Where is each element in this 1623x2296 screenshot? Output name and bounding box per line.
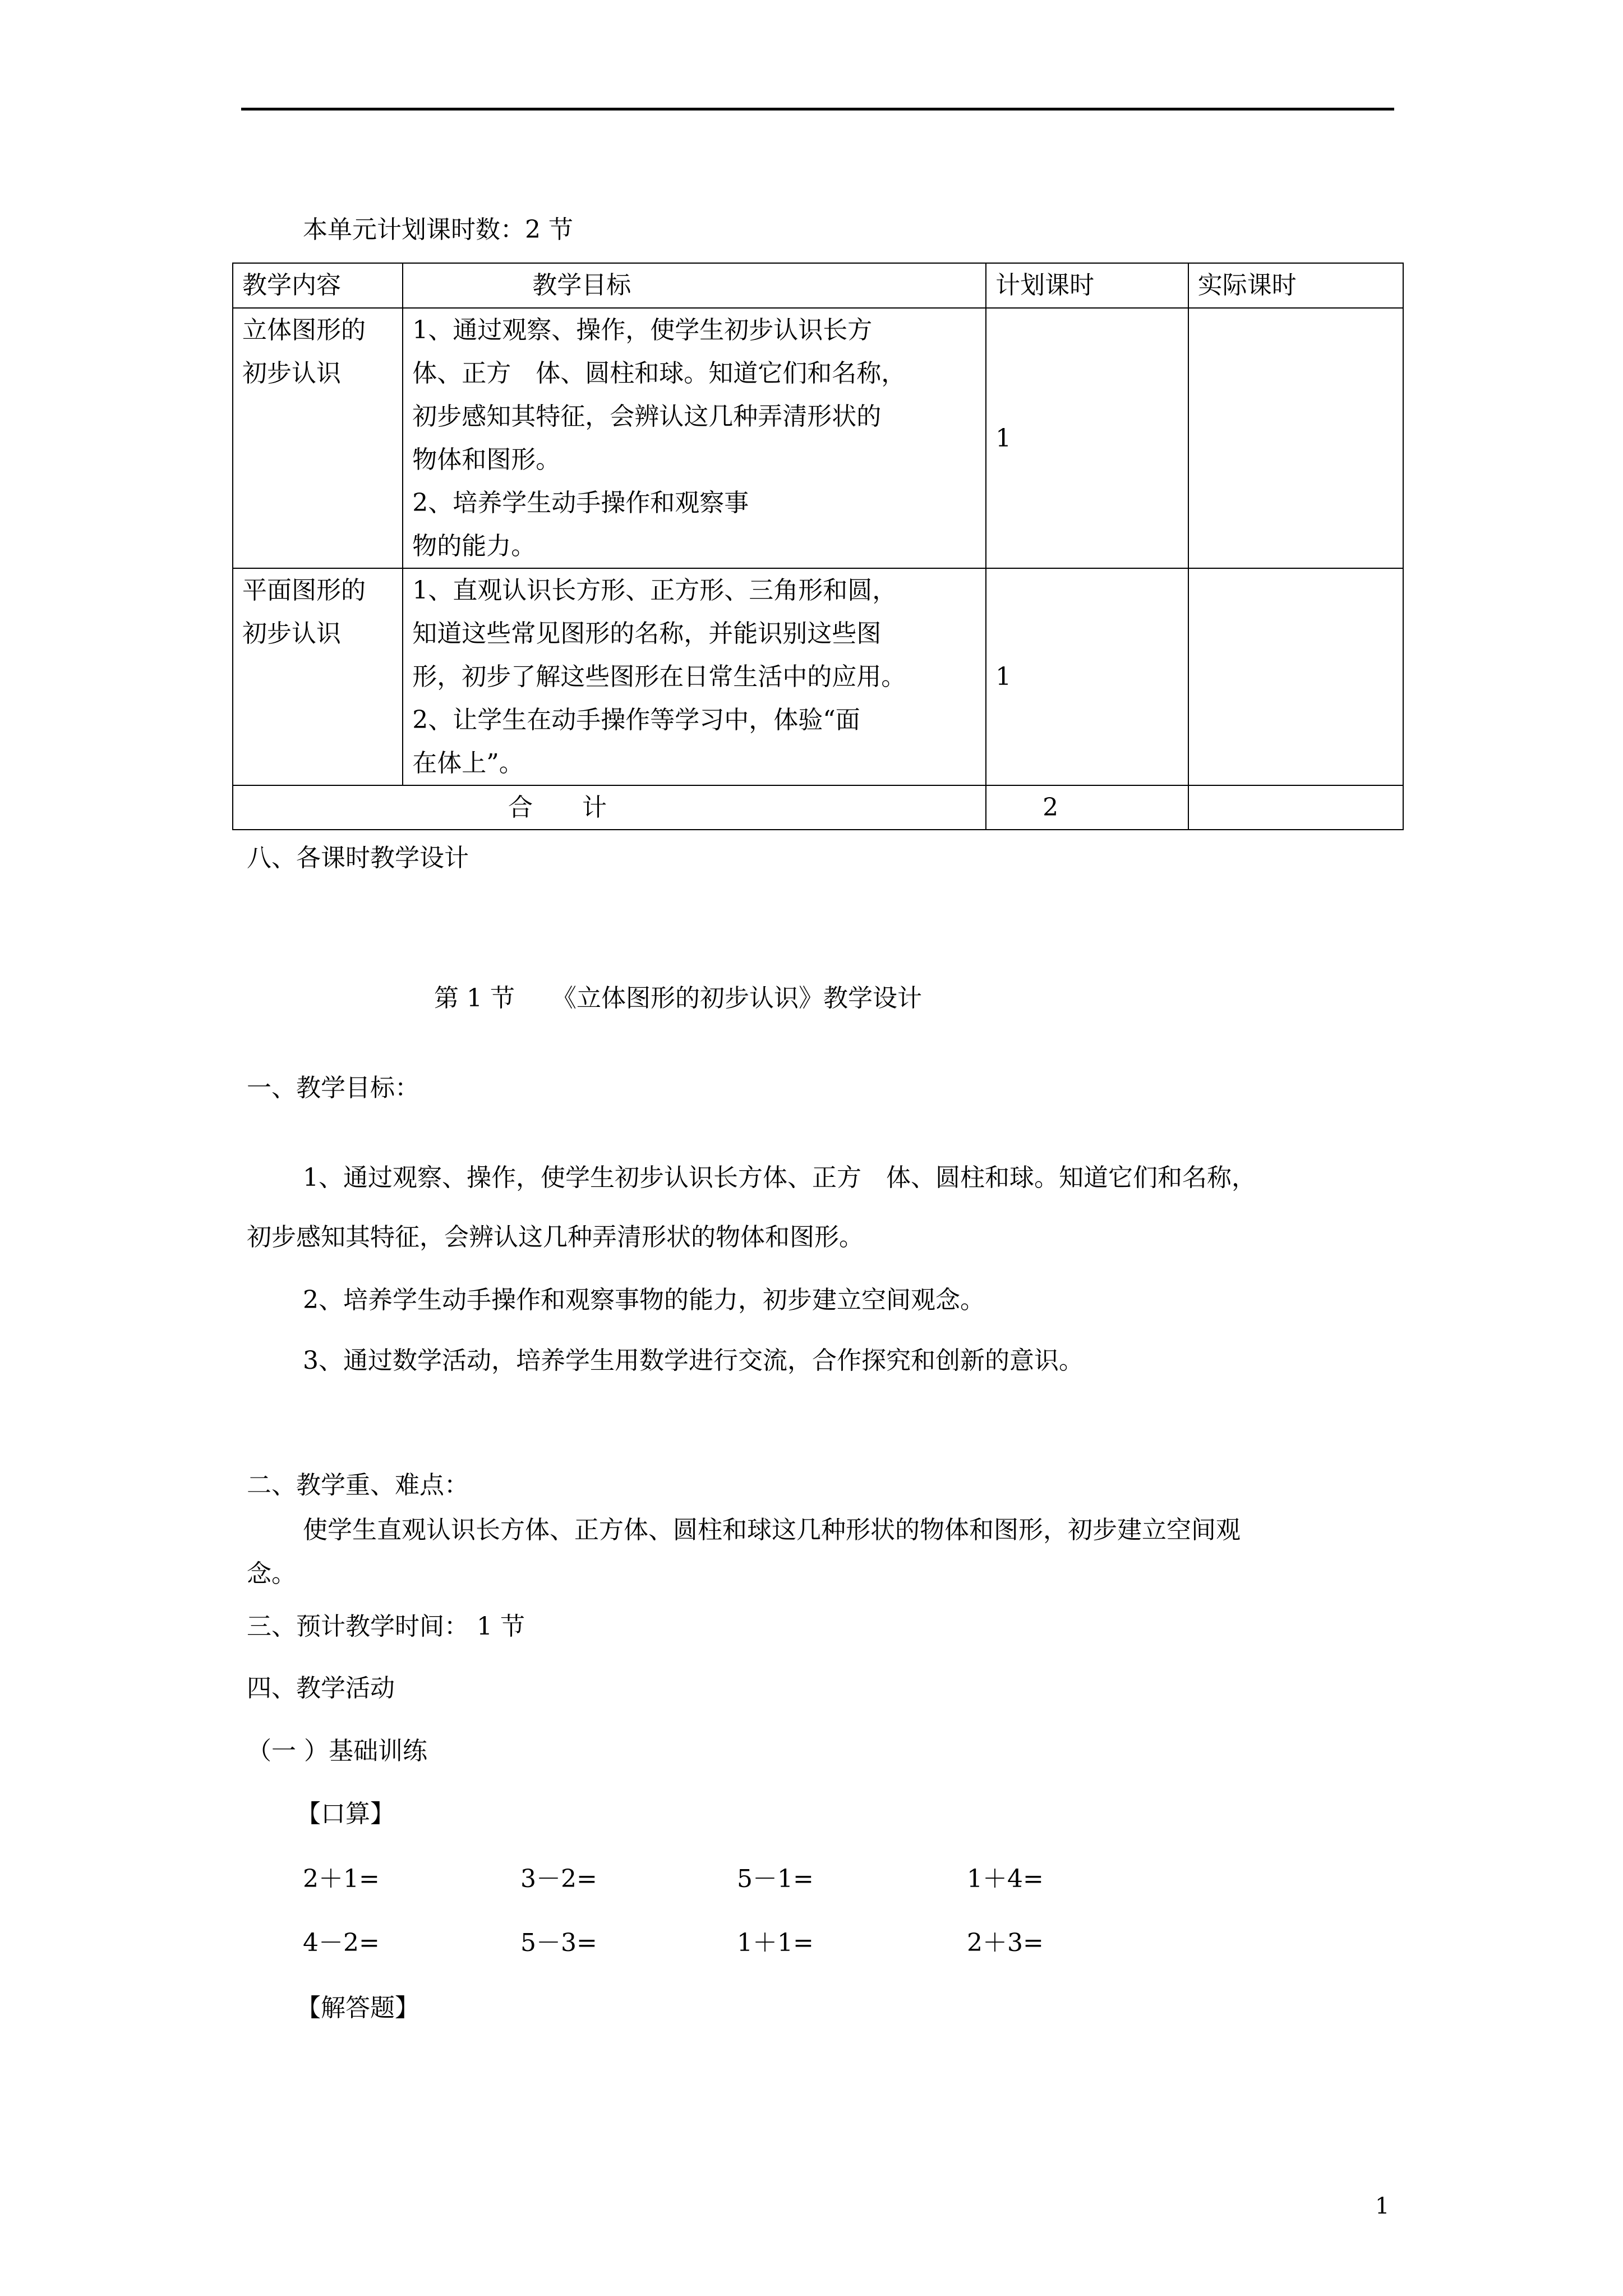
goal-cell: 1、通过观察、操作，使学生初步认识长方 体、正方 体、圆柱和球。知道它们和名称， 初步感知其特征，会辨认这几种弄清形状的 物体和图形。 2、培养学生动手操作和观察事 物的能力。 bbox=[403, 308, 986, 568]
oral-item: 5－3= bbox=[520, 1929, 597, 1957]
table-row bbox=[233, 308, 1403, 568]
goal-cell: 1、直观认识长方形、正方形、三角形和圆， 知道这些常见图形的名称，并能识别这些图 形，初步了解这些图形在日常生活中的应用。 2、让学生在动手操作等学习中，体验“面 在体上”。 bbox=[403, 568, 986, 785]
basic-training-heading: （一 ）基础训练 bbox=[247, 1737, 427, 1765]
table-row bbox=[233, 568, 1403, 785]
lesson-plan-table bbox=[232, 263, 1404, 830]
table-total-row bbox=[233, 785, 1403, 830]
oral-calc-label: 【口算】 bbox=[296, 1800, 395, 1828]
time-line: 三、预计教学时间： 1 节 bbox=[247, 1612, 525, 1641]
header-content: 教学内容 bbox=[233, 263, 403, 308]
key-line-2: 念。 bbox=[247, 1559, 296, 1588]
activity-heading: 四、教学活动 bbox=[247, 1674, 395, 1703]
planned-cell: 1 bbox=[986, 308, 1188, 568]
actual-cell bbox=[1188, 568, 1403, 785]
answer-label: 【解答题】 bbox=[296, 1994, 419, 2022]
total-actual-cell bbox=[1188, 785, 1403, 830]
header-actual: 实际课时 bbox=[1188, 263, 1403, 308]
total-value: 2 bbox=[986, 785, 1188, 830]
total-label: 合 计 bbox=[233, 785, 986, 830]
key-line-1: 使学生直观认识长方体、正方体、圆柱和球这几种形状的物体和图形，初步建立空间观 bbox=[303, 1516, 1241, 1544]
header-goal: 教学目标 bbox=[403, 263, 986, 308]
oral-item: 4－2= bbox=[303, 1929, 380, 1957]
header-planned: 计划课时 bbox=[986, 263, 1188, 308]
unit-hours-line: 本单元计划课时数：2 节 bbox=[303, 215, 573, 244]
section-heading: 八、各课时教学设计 bbox=[247, 844, 469, 872]
oral-item: 2＋3= bbox=[967, 1929, 1044, 1957]
key-heading: 二、教学重、难点： bbox=[247, 1471, 469, 1499]
header-rule bbox=[241, 108, 1394, 111]
content-cell: 立体图形的 初步认识 bbox=[233, 308, 403, 568]
oral-item: 1＋4= bbox=[967, 1865, 1044, 1893]
goal-1-line-1: 1、通过观察、操作，使学生初步认识长方体、正方 体、圆柱和球。知道它们和名称， bbox=[303, 1163, 1256, 1192]
lesson-title: 第 1 节 《立体图形的初步认识》教学设计 bbox=[434, 984, 922, 1013]
oral-item: 3－2= bbox=[520, 1865, 597, 1893]
content-cell: 平面图形的 初步认识 bbox=[233, 568, 403, 785]
goal-2: 2、培养学生动手操作和观察事物的能力，初步建立空间观念。 bbox=[303, 1286, 985, 1314]
oral-item: 1＋1= bbox=[737, 1929, 814, 1957]
oral-item: 5－1= bbox=[737, 1865, 814, 1893]
table-header-row bbox=[233, 263, 1403, 308]
planned-cell: 1 bbox=[986, 568, 1188, 785]
oral-item: 2＋1= bbox=[303, 1865, 380, 1893]
goal-1-line-2: 初步感知其特征，会辨认这几种弄清形状的物体和图形。 bbox=[247, 1223, 864, 1251]
page-number: 1 bbox=[1375, 2193, 1390, 2219]
goals-heading: 一、教学目标： bbox=[247, 1074, 419, 1102]
actual-cell bbox=[1188, 308, 1403, 568]
goal-3: 3、通过数学活动，培养学生用数学进行交流，合作探究和创新的意识。 bbox=[303, 1346, 1083, 1375]
